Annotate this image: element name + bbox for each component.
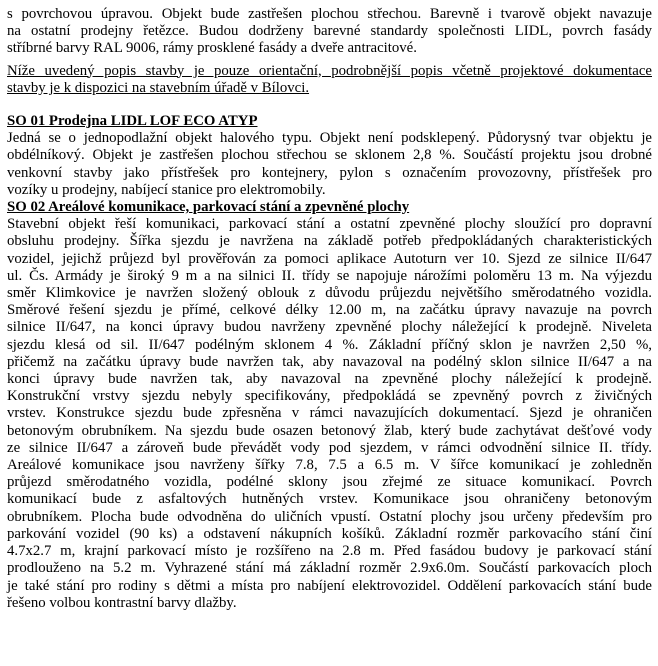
- so02-line: silnice II/647, na konci úpravy budou navrženy zpevněné plochy náležející k prodejně. Niveleta: [7, 319, 652, 336]
- so02-section: [7, 199, 652, 612]
- so02-line: Směrové řešení sjezdu je přímé, celkové délky 12.00 m, na začátku úpravy navazuje na povrch: [7, 302, 652, 319]
- intro-line: na ostatní prodejny řetězce. Budou dodrženy barevné standardy společnosti LIDL, povrch fasády: [7, 23, 652, 40]
- intro-line: stříbrné barvy RAL 9006, rámy prosklené fasády a dveře antracitové.: [7, 40, 417, 57]
- so02-line: vozidel, jejichž průjezd byl prověřován za pomoci aplikace Autoturn ver 10. Sjezd ze silnice II/647: [7, 250, 652, 267]
- so02-line: obsluhu prodejny. Šířka sjezdu je navržena na základě potřeb předpokládaných charakteristických: [7, 233, 652, 250]
- so02-line: je také stání pro rodiny s dětmi a místa pro nabíjení elektrovozidel. Oddělení parkovacích stání bude: [7, 577, 652, 594]
- notice-paragraph: [7, 63, 652, 97]
- so02-line: ul. Čs. Armády je široký 9 m a na silnici II. třídy se napojuje nárožími poloměru 13 m. Na výjezdu: [7, 267, 652, 284]
- so02-line: směr Klimkovice je navržen složený oblouk z důvodu průjezdu největšího směrodatného vozidla.: [7, 285, 652, 302]
- document-page: [7, 6, 652, 612]
- intro-paragraph: [7, 6, 652, 58]
- so02-line: komunikací bude z asfaltových hutněných vrstev. Komunikace jsou ohraničeny betonovým: [7, 491, 652, 508]
- so02-line: řešeno volbou kontrastní barvy dlažby.: [7, 594, 237, 611]
- so01-line: obdélníkový. Objekt je zastřešen plochou střechou se sklonem 2,8 %. Součástí projektu jsou drobné: [7, 147, 652, 164]
- so01-heading: SO 01 Prodejna LIDL LOF ECO ATYP: [7, 113, 258, 130]
- so02-heading: SO 02 Areálové komunikace, parkovací stání a zpevněné plochy: [7, 199, 410, 216]
- so02-line: prodlouženo na 5.2 m. Vyhrazené stání má základní rozměr 2.9x6.0m. Součástí parkovacích ploch: [7, 560, 652, 577]
- so02-line: Areálové komunikace jsou navrženy šířky 7.8, 7.5 a 6.5 m. V šířce komunikací je zohledněn: [7, 457, 652, 474]
- so02-line: betonovým obrubníkem. Na sjezdu bude osazen betonový žlab, který bude zachytávat dešťové vody: [7, 422, 652, 439]
- so02-line: Stavební objekt řeší komunikaci, parkovací stání a ostatní zpevněné plochy sloužící pro dopravní: [7, 216, 652, 233]
- so02-line: 4.7x2.7 m, krajní parkovací místo je rozšířeno na 2.8 m. Před fasádou budovy je parkovací stání: [7, 543, 652, 560]
- notice-line: stavby je k dispozici na stavebním úřadě v Bílovci.: [7, 79, 310, 96]
- so02-line: vrstev. Konstrukce sjezdu bude zpřesněna v rámci navazujících dokumentací. Sjezd je ohraničen: [7, 405, 652, 422]
- so02-line: konci úpravy bude navržen tak, aby navazoval na zpevněné plochy náležející k prodejně.: [7, 371, 652, 388]
- so01-line: vozíky u prodejny, nabíjecí stanice pro elektromobily.: [7, 181, 326, 198]
- so01-section: [7, 113, 652, 199]
- so02-line: obrubníkem. Plocha bude odvodněna do uličních vpustí. Ostatní plochy jsou určeny především pro: [7, 508, 652, 525]
- so02-line: ze silnice II/647 a zároveň bude převádět vody pod sjezdem, v rámci odvodnění silnice II. třídy.: [7, 439, 652, 456]
- so02-line: průjezd směrodatného vozidla, podélné sklony jsou zřejmé ze situace komunikací. Povrch: [7, 474, 652, 491]
- so01-line: Jedná se o jednopodlažní objekt halového typu. Objekt není podsklepený. Půdorysný tvar objektu je: [7, 130, 652, 147]
- intro-line: s povrchovou úpravou. Objekt bude zastřešen plochou střechou. Barevně i tvarově objekt navazuje: [7, 6, 652, 22]
- so02-line: přičemž na začátku úpravy bude navržen tak, aby navazoval na podélný sklon silnice II/647 a na: [7, 353, 652, 370]
- so02-line: sjezdu klesá od sil. II/647 podélným sklonem 4 %. Základní příčný sklon je navržen 2,50 %,: [7, 336, 652, 353]
- so01-line: venkovní stavby jako přístřešek pro kontejnery, pylon s označením provozovny, přístřešek pro: [7, 164, 652, 181]
- notice-line: Níže uvedený popis stavby je pouze orientační, podrobnější popis včetně projektové dokumentace: [7, 62, 652, 79]
- so02-line: Konstrukční vrstvy sjezdu nebyly specifikovány, předpokládá se zpevněný povrch z živičných: [7, 388, 652, 405]
- so02-line: parkování vozidel (90 ks) a odstavení nákupních košíků. Základní rozměr parkovacího stání činí: [7, 525, 652, 542]
